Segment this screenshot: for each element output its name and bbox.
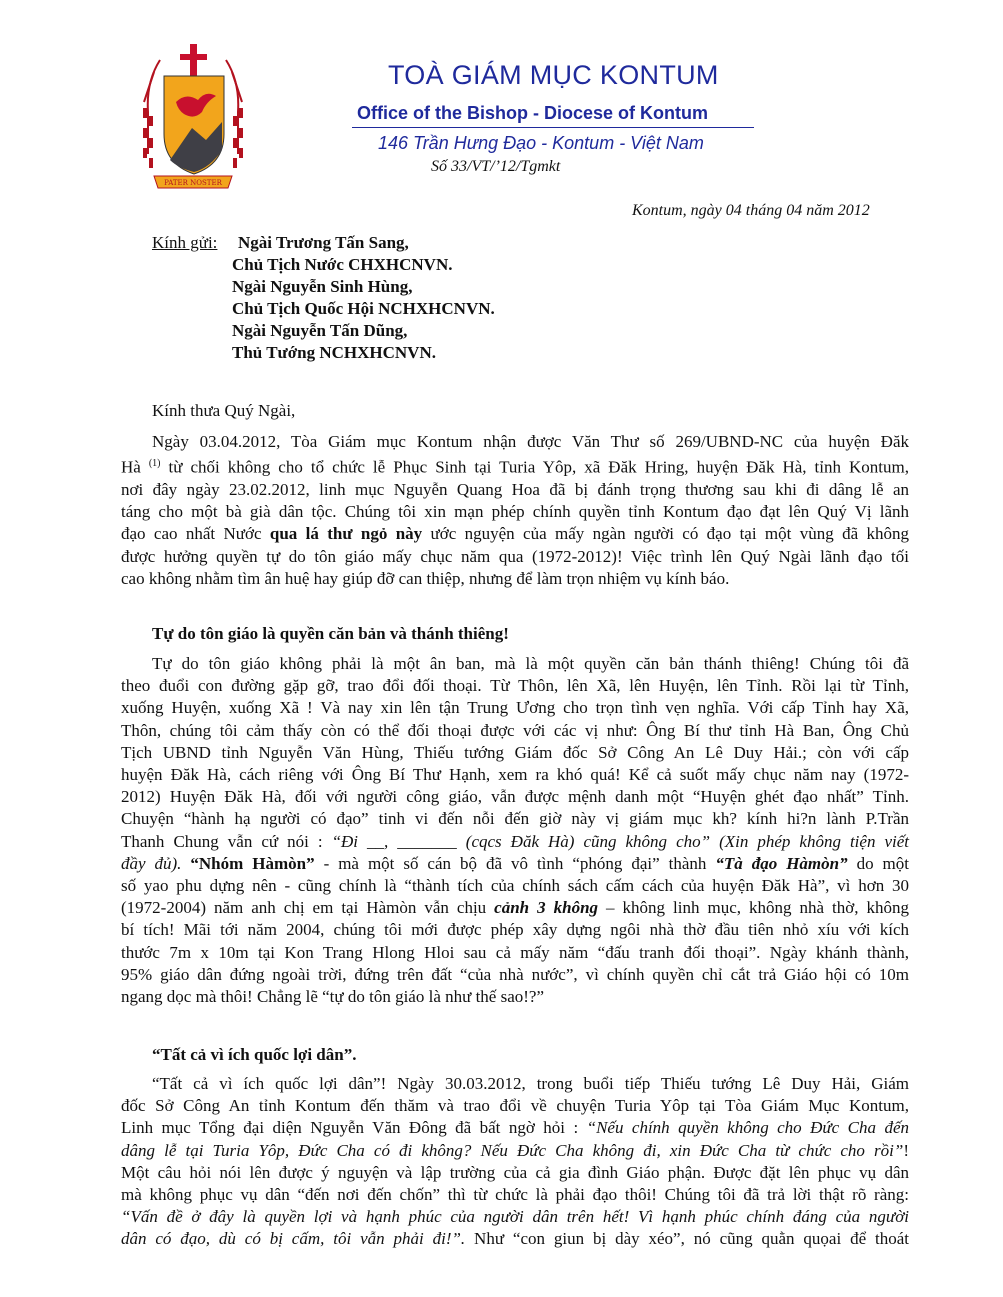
text-line: dân có đạo, dù có bị cấm, tôi vẫn phải đi!”. Như “con giun bị dày xéo”, nó cũng quằn quọai để thoát [121,1229,909,1249]
document-reference: Số 33/VT/’12/Tgmkt [431,158,561,175]
recipient-line: Ngài Nguyễn Sinh Hùng, [232,277,413,296]
recipient-line: Thủ Tướng NCHXHCNVN. [232,343,436,362]
text-line: Linh mục Tổng đại diện Nguyễn Văn Đông đã bất ngờ hỏi : “Nếu chính quyền không cho Đức Cha đến [121,1118,909,1138]
text-line: thước 7m x 10m tại Kon Trang Hlong Hloi sau cả mấy năm “đấu tranh đối thoại”. Ngày khánh thành, [121,942,909,962]
text-line: dâng lễ tại Turia Yôp, Đức Cha có đi không? Nếu Đức Cha không đi, xin Đức Cha từ chức cho rồi”! [121,1140,909,1160]
text-line: Ngày 03.04.2012, Tòa Giám mục Kontum nhận được Văn Thư số 269/UBND-NC của huyện Đăk [152,432,909,451]
header-divider [352,127,754,128]
text-line: số yao phu dựng nên - cũng chính là “thành tích của chính sách cấm cách của huyện Đăk Hà”, vì hơn 30 [121,876,909,896]
text-line: được hưởng quyền tự do tôn giáo mấy chục năm qua (1972-2012)! Việc trình lên Quý Ngài lãnh đạo tối [121,546,909,566]
text-line: theo đuổi con đường gặp gỡ, trao đổi đối thoại. Từ Thôn, lên Xã, lên Huyện, lên Tỉnh. Rồi lại từ Tỉnh, [121,676,909,696]
text-line: ngang dọc mà thôi! Chẳng lẽ “tự do tôn giáo là như thế sao!?” [121,987,545,1007]
recipients-label: Kính gửi: [152,233,218,252]
text-line: bí tích! Mãi tới năm 2004, chúng tôi mới được phép xây dựng ngôi nhà thờ đầu tiên nhỏ xíu với kích [121,920,909,940]
recipient-line: Chủ Tịch Quốc Hội NCHXHCNVN. [232,299,495,318]
diocese-title: TOÀ GIÁM MỤC KONTUM [388,60,719,90]
text-line: “Tất cả vì ích quốc lợi dân”! Ngày 30.03.2012, trong buổi tiếp Thiếu tướng Lê Duy Hải, Giám [152,1074,909,1093]
text-line: đốc Sở Công An tỉnh Kontum đến thăm và trao đổi về chuyện Turia Yôp tại Tòa Giám Mục Kontum, [121,1096,909,1116]
section1-paragraph [121,653,909,1008]
text-line: 2012) Huyện Đăk Hà, đối với người công giáo, vẫn được mệnh danh một “Huyện ghét đạo nhất” Tỉnh. [121,787,909,807]
intro-paragraph [121,431,909,590]
text-line: 95% giáo dân đứng ngoài trời, đứng trên đất “của nhà nước”, vì chính quyền chỉ cắt trả Giáo hội có 10m [121,964,909,984]
text-line: đầy đủ). “Nhóm Hàmòn” - mà một số cán bộ đã vô tình “phóng đại” thành “Tà đạo Hàmòn” do một [121,853,910,873]
text-line: (1972-2004) năm anh chị em tại Hàmòn vẫn chịu cảnh 3 không – không linh mục, không nhà thờ, không [121,898,909,918]
text-line: Hà $^{(1)}$ từ chối không cho tổ chức lễ Phục Sinh tại Turia Yôp, xã Đăk Hring, huyện Đăk Hà, tỉnh Kontum, [121,457,909,477]
office-subtitle: Office of the Bishop - Diocese of Kontum [357,103,709,123]
recipient-line: Chủ Tịch Nước CHXHCNVN. [232,255,453,274]
footnote-marker: (1) [148,458,161,470]
text-line: Tịch UBND tỉnh Nguyễn Văn Hùng, Thiếu tướng Giám đốc Sở Công An Lê Duy Hải.; còn với cấp [121,742,909,762]
office-address: 146 Trần Hưng Đạo - Kontum - Việt Nam [378,133,704,153]
text-line: Tự do tôn giáo không phải là một ân ban, mà là một quyền căn bản thánh thiêng! Chúng tôi đã [152,654,909,673]
letter-date: Kontum, ngày 04 tháng 04 năm 2012 [632,202,870,219]
recipient-line: Ngài Trương Tấn Sang, [238,233,409,252]
text-line: Thanh Chung vẫn cứ nói : “Đi __, _______ (cqcs Đăk Hà) cũng không cho” (Xin phép không tiện viết [121,831,909,851]
text-line: huyện Đăk Hà, cách riêng với Ông Bí Thư Hạnh, xem ra khó quá! Kể cả suốt mấy chục năm nay (1972- [121,765,909,785]
text-line: mà không phục vụ dân “đến nơi đến chốn” thì từ chức là phải đạo thôi! Chúng tôi đã trả lời thật rõ ràng: [121,1185,909,1205]
logo-motto-text: PATER NOSTER [164,179,222,187]
section-heading: Tự do tôn giáo là quyền căn bản và thánh thiêng! [152,624,509,643]
text-line: nơi đây ngày 23.02.2012, linh mục Nguyễn Quang Hoa đã bị đánh trọng thương sau khi đi dâng lễ an [121,480,909,500]
text-line: Chuyện “hành hạ người có đạo” tinh vi đến nỗi đến giờ này vị giám mục kh? kính hi?n lành P.Trần [121,809,909,829]
diocese-coat-of-arms-logo [140,42,246,192]
text-line: xuống Huyện, xuống Xã ! Và nay xin lên tận Trung Ương cho trọn tình vẹn nghĩa. Với cấp Tỉnh hay Xã, [121,698,909,718]
salutation: Kính thưa Quý Ngài, [152,401,296,420]
text-line: Một câu hỏi nói lên được ý nguyện và lập trường của cả gia đình Giáo phận. Được đặt lên phục vụ dân [121,1162,909,1182]
text-line: cao không nhằm tìm ân huệ hay giúp đỡ can thiệp, nhưng để làm trọn nhiệm vụ kính báo. [121,568,730,588]
section-heading: “Tất cả vì ích quốc lợi dân”. [152,1045,357,1064]
section2-paragraph [121,1073,909,1251]
recipient-line: Ngài Nguyễn Tấn Dũng, [232,321,408,340]
text-line: đạo cao nhất Nước qua lá thư ngỏ này ước nguyện của mấy ngàn người có đạo tại một vùng đã không [121,524,909,544]
text-line: táng cho một bà già dân tộc. Chúng tôi xin mạn phép chính quyền tỉnh Kontum đạo đạt lên Quý Vị lãnh [121,502,909,522]
text-line: “Vấn đề ở đây là quyền lợi và hạnh phúc của người dân trên hết! Vì hạnh phúc chính đáng của người [121,1207,909,1227]
text-line: Thôn, chúng tôi cảm thấy còn có thể đối thoại được với các vị như: Ông Bí thư tỉnh Hà Ban, Ông Chủ [121,720,909,740]
